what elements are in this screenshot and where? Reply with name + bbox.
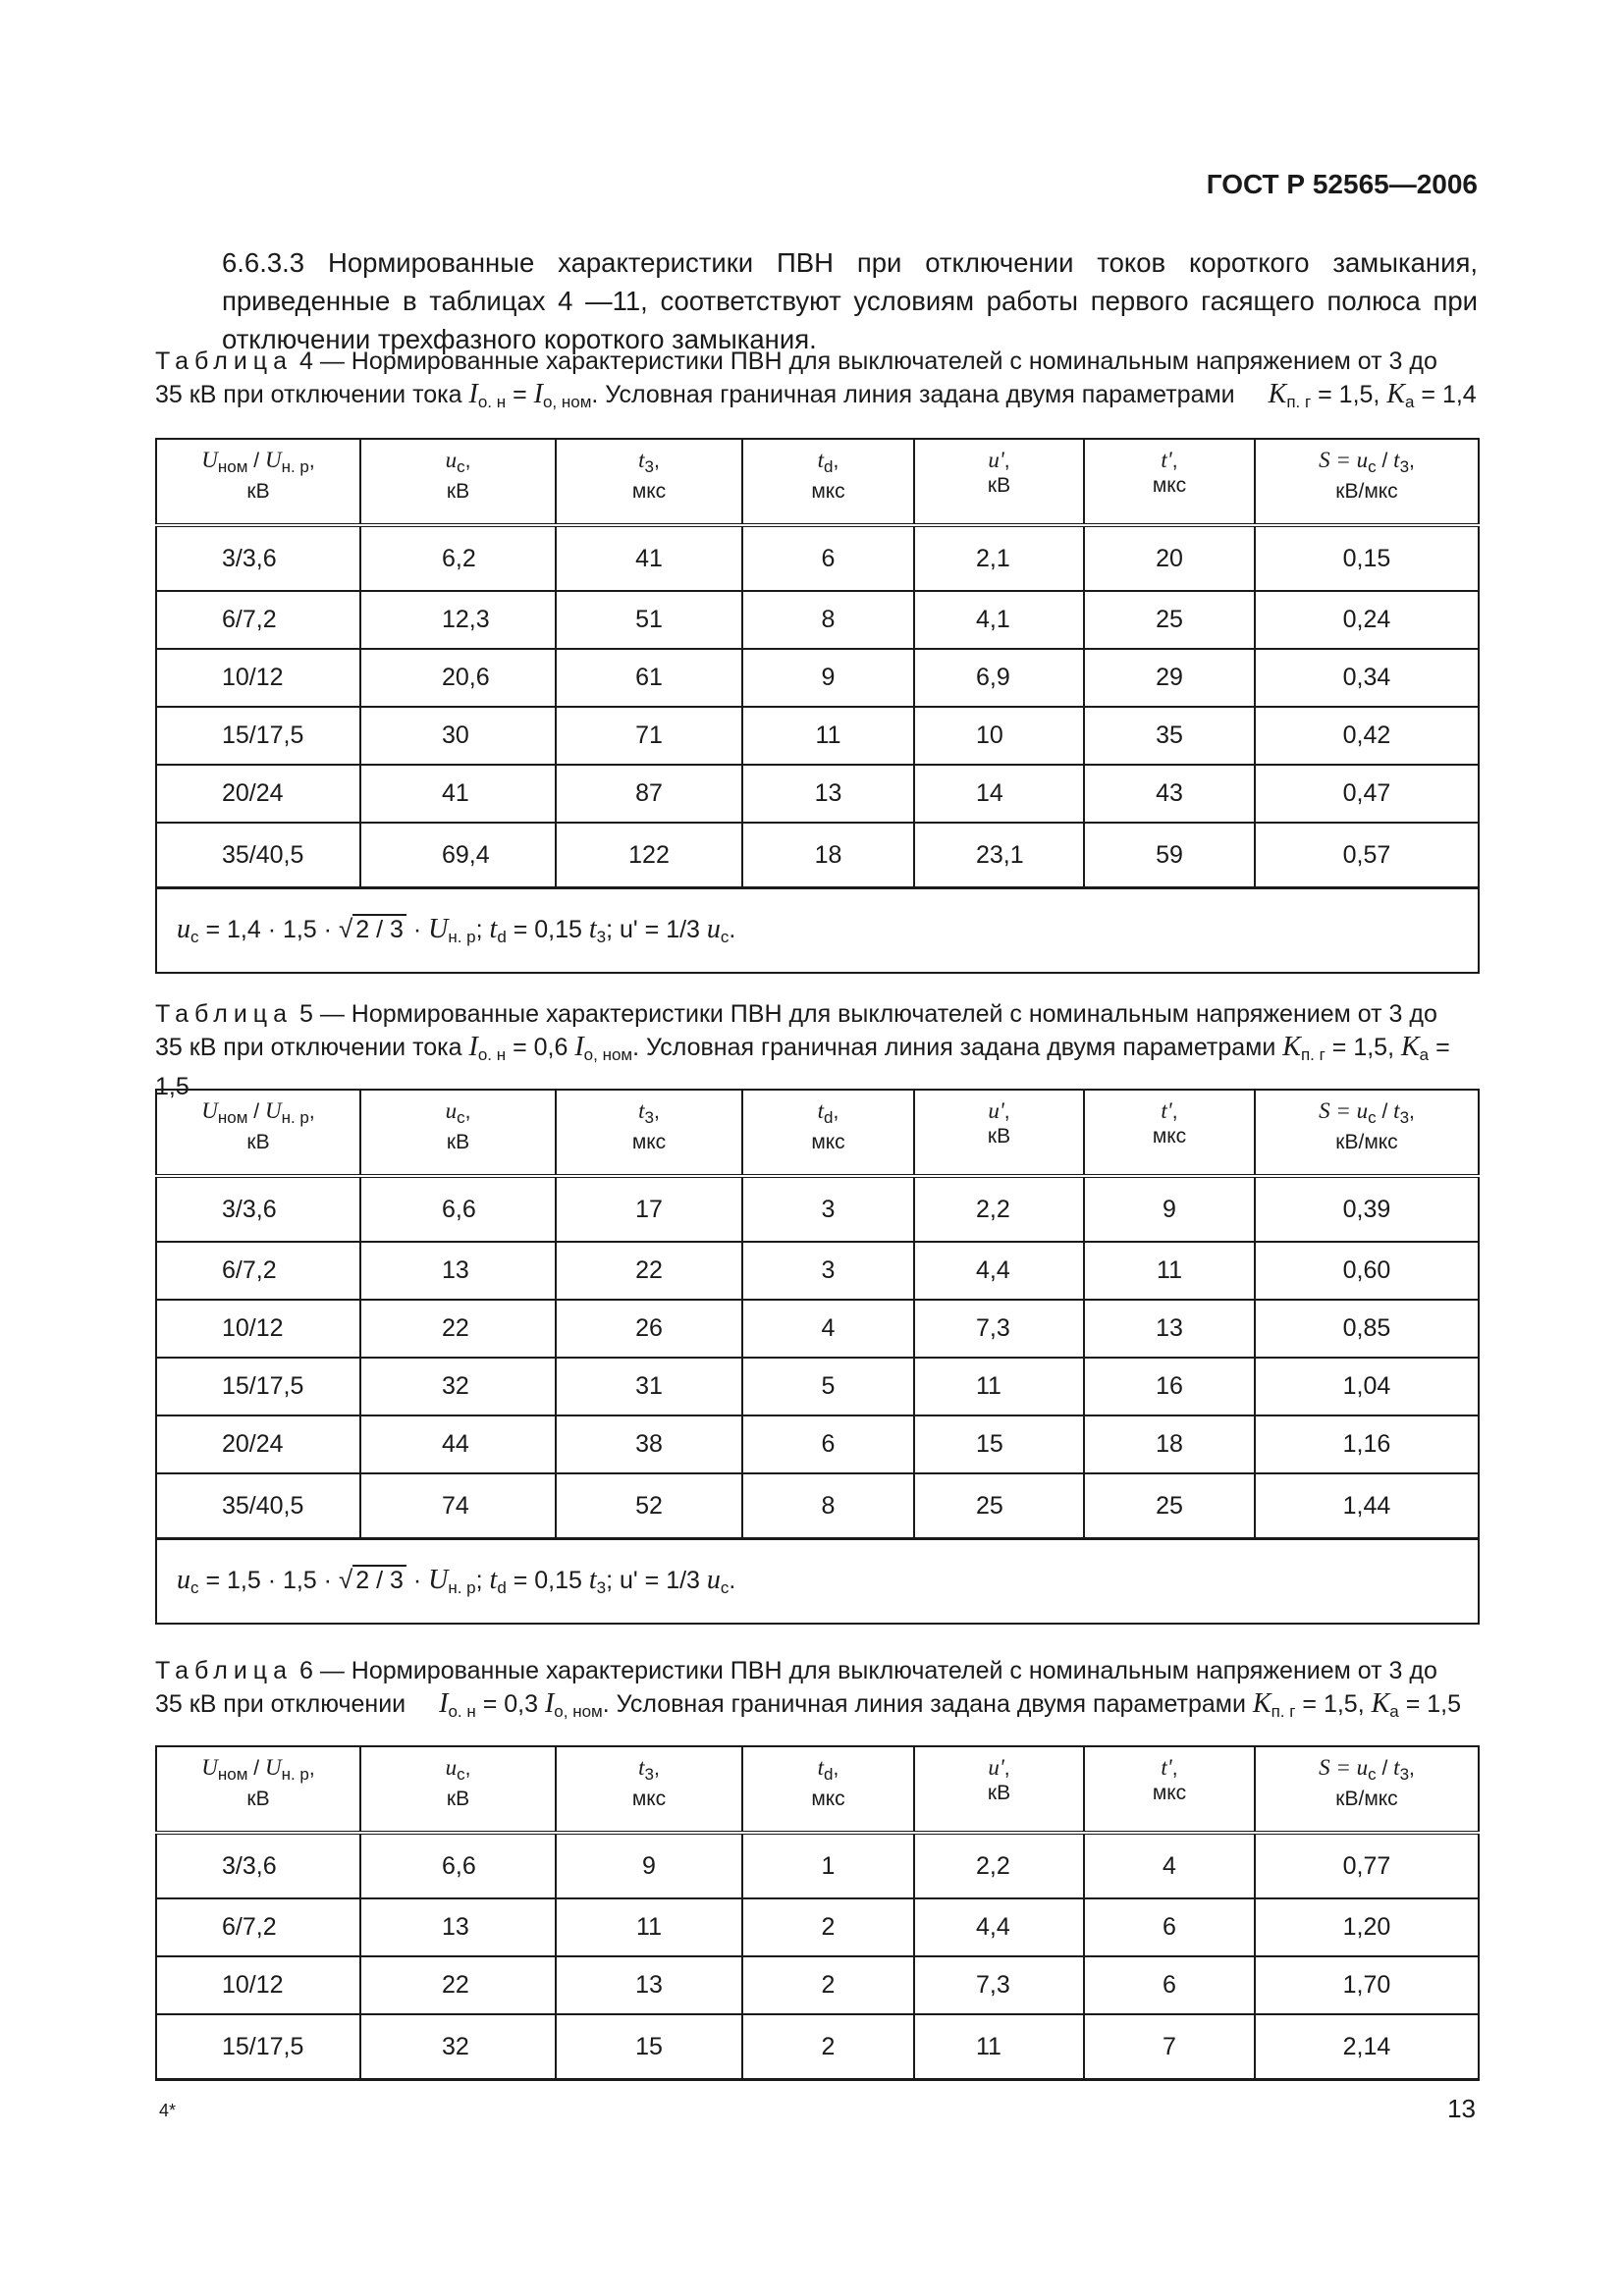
table-cell: 10/12 bbox=[156, 1956, 360, 2014]
col-header-voltage: $U_{ном} / U_{н. р}$, кВ bbox=[156, 1090, 360, 1176]
k2-value: = 1,5 bbox=[155, 1034, 1450, 1100]
table-row bbox=[156, 765, 1479, 823]
table-cell: 4 bbox=[742, 1300, 914, 1358]
note-td: = 0,15 bbox=[506, 916, 589, 943]
k2-symbol: K bbox=[1386, 379, 1405, 409]
table-5-note: $u_c = 1,5 \cdot 1,5$ · √ $2 / 3 \cdot U_{н. р}$; $t_d = 0,15$ $t_3$; u' = 1/3 $u_c$. bbox=[156, 1539, 1479, 1625]
caption-text-2: 35 кВ при отключении тока bbox=[155, 1034, 462, 1061]
table-cell: 1,16 bbox=[1255, 1415, 1479, 1473]
col-header-td: $t_d$, мкс bbox=[742, 439, 914, 525]
table-cell: 13 bbox=[360, 1242, 556, 1300]
k1-symbol: K bbox=[1252, 1688, 1271, 1719]
note-sqrt: 2 / 3 bbox=[352, 1565, 406, 1594]
table-6 bbox=[155, 1745, 1480, 2081]
table-cell: 13 bbox=[742, 765, 914, 823]
table-cell: 52 bbox=[556, 1473, 742, 1539]
table-cell: 22 bbox=[556, 1242, 742, 1300]
table-cell: 59 bbox=[1084, 823, 1255, 888]
table-4-note: $u_c = 1,4 \cdot 1,5$ · √ $2 / 3 \cdot U_{н. р}$; $t_d = 0,15$ $t_3$; u' = 1/3 $u_c$. bbox=[156, 888, 1479, 974]
table-cell: 2,14 bbox=[1255, 2014, 1479, 2080]
footer-sheet-mark: 4* bbox=[159, 2101, 177, 2120]
table-cell: 8 bbox=[742, 1473, 914, 1539]
table-cell: 11 bbox=[1084, 1242, 1255, 1300]
table-row bbox=[156, 2014, 1479, 2080]
clause-text: 6.6.3.3 Нормированные характеристики ПВН при отключении токов короткого замыкания, приведенные в таблицах 4 —11, соответствуют условиям работы первого гасящего полюса при отключении трехфазного короткого замыкания. bbox=[222, 247, 1478, 354]
table-cell: 6,6 bbox=[360, 1833, 556, 1898]
caption-line-1 bbox=[155, 346, 1478, 378]
table-cell: 2,2 bbox=[914, 1833, 1084, 1898]
table-cell: 11 bbox=[914, 1358, 1084, 1415]
table-cell: 1,44 bbox=[1255, 1473, 1479, 1539]
table-cell: 3/3,6 bbox=[156, 525, 360, 591]
table-cell: 8 bbox=[742, 591, 914, 649]
current-rhs-symbol: I bbox=[544, 1688, 555, 1719]
table-cell: 30 bbox=[360, 707, 556, 765]
table-cell: 6 bbox=[742, 1415, 914, 1473]
table-cell: 14 bbox=[914, 765, 1084, 823]
table-cell: 35 bbox=[1084, 707, 1255, 765]
note-mid: · bbox=[406, 916, 429, 943]
table-row bbox=[156, 1415, 1479, 1473]
col-header-rate: $S = u_c / t_3$, кВ/мкс bbox=[1255, 1746, 1479, 1833]
col-header-u-prime: u', кВ bbox=[914, 439, 1084, 525]
table-cell: 12,3 bbox=[360, 591, 556, 649]
table-row bbox=[156, 1242, 1479, 1300]
table-cell: 6,9 bbox=[914, 649, 1084, 707]
table-cell: 0,39 bbox=[1255, 1176, 1479, 1242]
current-rhs-subscript: о, ном bbox=[554, 1702, 603, 1721]
table-cell: 6,2 bbox=[360, 525, 556, 591]
table-cell: 9 bbox=[1084, 1176, 1255, 1242]
note-td: = 0,15 bbox=[506, 1567, 589, 1594]
table-cell: 13 bbox=[556, 1956, 742, 2014]
table-cell: 15/17,5 bbox=[156, 707, 360, 765]
k2-subscript: а bbox=[1405, 393, 1415, 411]
table-body bbox=[156, 1833, 1479, 2080]
note-post: ; bbox=[475, 916, 490, 943]
table-5 bbox=[155, 1089, 1480, 1625]
table-cell: 38 bbox=[556, 1415, 742, 1473]
table-cell: 6 bbox=[1084, 1956, 1255, 2014]
note-tail: ; u' = 1/3 bbox=[606, 916, 707, 943]
table-cell: 1,70 bbox=[1255, 1956, 1479, 2014]
table-cell: 9 bbox=[742, 649, 914, 707]
current-equals: = 0,3 bbox=[475, 1690, 545, 1718]
table-4-caption bbox=[155, 346, 1478, 418]
table-cell: 43 bbox=[1084, 765, 1255, 823]
k2-symbol: K bbox=[1371, 1688, 1390, 1719]
caption-number: 4 bbox=[298, 347, 313, 375]
table-cell: 6/7,2 bbox=[156, 1898, 360, 1956]
table-cell: 11 bbox=[556, 1898, 742, 1956]
table-cell: 51 bbox=[556, 591, 742, 649]
col-header-t3: $t_3$, мкс bbox=[556, 1746, 742, 1833]
current-equals: = 0,6 bbox=[506, 1034, 575, 1061]
caption-number: 6 bbox=[298, 1657, 313, 1684]
table-cell: 35/40,5 bbox=[156, 1473, 360, 1539]
current-rhs-subscript: о, ном bbox=[542, 393, 592, 411]
note-end: . bbox=[729, 1567, 736, 1594]
caption-tail: . Условная граничная линия задана двумя параметрами bbox=[602, 1690, 1246, 1718]
k1-symbol: K bbox=[1282, 1032, 1301, 1062]
caption-word: Таблица bbox=[155, 347, 294, 375]
table-cell: 31 bbox=[556, 1358, 742, 1415]
k1-subscript: п. г bbox=[1271, 1702, 1296, 1721]
note-sqrt: 2 / 3 bbox=[352, 914, 406, 943]
table-row bbox=[156, 1358, 1479, 1415]
table-cell: 3 bbox=[742, 1242, 914, 1300]
table-cell: 11 bbox=[742, 707, 914, 765]
table-cell: 0,77 bbox=[1255, 1833, 1479, 1898]
table-4 bbox=[155, 438, 1480, 974]
table-cell: 74 bbox=[360, 1473, 556, 1539]
caption-text-1: — Нормированные характеристики ПВН для выключателей с номинальным напряжением от 3 до bbox=[319, 1657, 1437, 1684]
table-cell: 0,24 bbox=[1255, 591, 1479, 649]
current-subscript: о. н bbox=[477, 393, 507, 411]
table-cell: 22 bbox=[360, 1956, 556, 2014]
col-header-rate: $S = u_c / t_3$, кВ/мкс bbox=[1255, 439, 1479, 525]
table-cell: 15/17,5 bbox=[156, 1358, 360, 1415]
note-pre: = 1,4 · 1,5 · bbox=[198, 916, 339, 943]
table-cell: 69,4 bbox=[360, 823, 556, 888]
table-cell: 20/24 bbox=[156, 765, 360, 823]
k2-value: = 1,5 bbox=[1398, 1690, 1461, 1718]
table-cell: 6/7,2 bbox=[156, 591, 360, 649]
table-header bbox=[156, 1090, 1479, 1176]
table-cell: 0,34 bbox=[1255, 649, 1479, 707]
note-end: . bbox=[729, 916, 736, 943]
table-5-caption bbox=[155, 998, 1478, 1103]
table-cell: 25 bbox=[1084, 591, 1255, 649]
table-cell: 13 bbox=[1084, 1300, 1255, 1358]
table-cell: 29 bbox=[1084, 649, 1255, 707]
k2-subscript: а bbox=[1419, 1045, 1430, 1064]
table-cell: 20/24 bbox=[156, 1415, 360, 1473]
k1-value: = 1,5, bbox=[1311, 381, 1387, 408]
k1-subscript: п. г bbox=[1300, 1045, 1325, 1064]
k2-subscript: а bbox=[1389, 1702, 1399, 1721]
document-code: ГОСТ Р 52565—2006 bbox=[1206, 169, 1478, 199]
table-cell: 2 bbox=[742, 1956, 914, 2014]
table-cell: 35/40,5 bbox=[156, 823, 360, 888]
caption-line-1 bbox=[155, 998, 1478, 1031]
k2-symbol: K bbox=[1400, 1032, 1420, 1062]
caption-line-2 bbox=[155, 1687, 1478, 1728]
table-row bbox=[156, 649, 1479, 707]
table-cell: 10/12 bbox=[156, 1300, 360, 1358]
table-cell: 32 bbox=[360, 2014, 556, 2080]
note-post: ; bbox=[475, 1567, 490, 1594]
col-header-rate: $S = u_c / t_3$, кВ/мкс bbox=[1255, 1090, 1479, 1176]
table-cell: 4 bbox=[1084, 1833, 1255, 1898]
table-row bbox=[156, 1300, 1479, 1358]
table-cell: 1,20 bbox=[1255, 1898, 1479, 1956]
table-body bbox=[156, 1176, 1479, 1539]
current-subscript: о. н bbox=[477, 1045, 507, 1064]
col-header-td: $t_d$, мкс bbox=[742, 1746, 914, 1833]
table-cell: 15 bbox=[556, 2014, 742, 2080]
k1-value: = 1,5, bbox=[1325, 1034, 1401, 1061]
col-header-voltage: $U_{ном} / U_{н. р}$, кВ bbox=[156, 439, 360, 525]
table-row bbox=[156, 823, 1479, 888]
table-cell: 61 bbox=[556, 649, 742, 707]
table-row bbox=[156, 707, 1479, 765]
col-header-t-prime: t', мкс bbox=[1084, 439, 1255, 525]
caption-text-2: 35 кВ при отключении тока bbox=[155, 381, 462, 408]
table-cell: 41 bbox=[556, 525, 742, 591]
table-row bbox=[156, 1898, 1479, 1956]
sqrt-icon: √ bbox=[338, 1565, 353, 1594]
table-cell: 6 bbox=[1084, 1898, 1255, 1956]
table-cell: 0,60 bbox=[1255, 1242, 1479, 1300]
col-header-uc: $u_c$, кВ bbox=[360, 1746, 556, 1833]
note-tail: ; u' = 1/3 bbox=[606, 1567, 707, 1594]
caption-text-2: 35 кВ при отключении bbox=[155, 1690, 406, 1718]
col-header-voltage: $U_{ном} / U_{н. р}$, кВ bbox=[156, 1746, 360, 1833]
k1-value: = 1,5, bbox=[1295, 1690, 1372, 1718]
table-cell: 22 bbox=[360, 1300, 556, 1358]
table-cell: 4,4 bbox=[914, 1242, 1084, 1300]
table-row bbox=[156, 1833, 1479, 1898]
table-cell: 18 bbox=[1084, 1415, 1255, 1473]
table-cell: 2,1 bbox=[914, 525, 1084, 591]
current-rhs-symbol: I bbox=[574, 1032, 584, 1062]
table-header bbox=[156, 1746, 1479, 1833]
table-cell: 7,3 bbox=[914, 1956, 1084, 2014]
note-pre: = 1,5 · 1,5 · bbox=[198, 1567, 339, 1594]
table-row bbox=[156, 1956, 1479, 2014]
table-body bbox=[156, 525, 1479, 888]
col-header-u-prime: u', кВ bbox=[914, 1746, 1084, 1833]
caption-text-1: — Нормированные характеристики ПВН для выключателей с номинальным напряжением от 3 до bbox=[319, 347, 1437, 375]
table-cell: 20 bbox=[1084, 525, 1255, 591]
col-header-uc: $u_c$, кВ bbox=[360, 1090, 556, 1176]
caption-line-1 bbox=[155, 1655, 1478, 1687]
table-cell: 25 bbox=[914, 1473, 1084, 1539]
table-cell: 16 bbox=[1084, 1358, 1255, 1415]
table-cell: 25 bbox=[1084, 1473, 1255, 1539]
table-cell: 2 bbox=[742, 2014, 914, 2080]
table-cell: 7 bbox=[1084, 2014, 1255, 2080]
table-cell: 6/7,2 bbox=[156, 1242, 360, 1300]
current-equals: = bbox=[506, 381, 534, 408]
col-header-t3: $t_3$, мкс bbox=[556, 439, 742, 525]
table-row bbox=[156, 525, 1479, 591]
table-cell: 15/17,5 bbox=[156, 2014, 360, 2080]
table-cell: 9 bbox=[556, 1833, 742, 1898]
col-header-t3: $t_3$, мкс bbox=[556, 1090, 742, 1176]
table-cell: 41 bbox=[360, 765, 556, 823]
table-cell: 6 bbox=[742, 525, 914, 591]
table-6-caption bbox=[155, 1655, 1478, 1728]
table-cell: 15 bbox=[914, 1415, 1084, 1473]
col-header-t-prime: t', мкс bbox=[1084, 1090, 1255, 1176]
table-cell: 87 bbox=[556, 765, 742, 823]
table-cell: 2 bbox=[742, 1898, 914, 1956]
table-cell: 0,42 bbox=[1255, 707, 1479, 765]
table-cell: 17 bbox=[556, 1176, 742, 1242]
table-header bbox=[156, 439, 1479, 525]
table-cell: 1,04 bbox=[1255, 1358, 1479, 1415]
table-row bbox=[156, 591, 1479, 649]
table-cell: 4,4 bbox=[914, 1898, 1084, 1956]
table-cell: 0,15 bbox=[1255, 525, 1479, 591]
current-symbol: I bbox=[439, 1688, 449, 1719]
k1-subscript: п. г bbox=[1286, 393, 1312, 411]
table-row bbox=[156, 1176, 1479, 1242]
table-cell: 7,3 bbox=[914, 1300, 1084, 1358]
table-cell: 3 bbox=[742, 1176, 914, 1242]
caption-word: Таблица bbox=[155, 1000, 294, 1028]
table-cell: 0,85 bbox=[1255, 1300, 1479, 1358]
col-header-td: $t_d$, мкс bbox=[742, 1090, 914, 1176]
table-cell: 23,1 bbox=[914, 823, 1084, 888]
sqrt-icon: √ bbox=[338, 914, 353, 943]
table-cell: 0,57 bbox=[1255, 823, 1479, 888]
caption-line-2 bbox=[155, 378, 1478, 418]
table-cell: 122 bbox=[556, 823, 742, 888]
table-cell: 26 bbox=[556, 1300, 742, 1358]
table-cell: 32 bbox=[360, 1358, 556, 1415]
table-cell: 2,2 bbox=[914, 1176, 1084, 1242]
current-rhs-subscript: о, ном bbox=[583, 1045, 633, 1064]
table-cell: 10/12 bbox=[156, 649, 360, 707]
col-header-t-prime: t', мкс bbox=[1084, 1746, 1255, 1833]
note-mid: · bbox=[406, 1567, 429, 1594]
clause-paragraph bbox=[155, 243, 1478, 358]
table-cell: 5 bbox=[742, 1358, 914, 1415]
current-symbol: I bbox=[468, 1032, 478, 1062]
k1-symbol: K bbox=[1268, 379, 1287, 409]
current-rhs-symbol: I bbox=[533, 379, 543, 409]
table-cell: 13 bbox=[360, 1898, 556, 1956]
table-row bbox=[156, 1473, 1479, 1539]
caption-word: Таблица bbox=[155, 1657, 294, 1684]
caption-tail: . Условная граничная линия задана двумя параметрами bbox=[591, 381, 1235, 408]
current-symbol: I bbox=[468, 379, 478, 409]
table-cell: 18 bbox=[742, 823, 914, 888]
table-cell: 1 bbox=[742, 1833, 914, 1898]
table-cell: 3/3,6 bbox=[156, 1176, 360, 1242]
table-cell: 11 bbox=[914, 2014, 1084, 2080]
table-cell: 10 bbox=[914, 707, 1084, 765]
table-cell: 71 bbox=[556, 707, 742, 765]
table-cell: 6,6 bbox=[360, 1176, 556, 1242]
table-cell: 20,6 bbox=[360, 649, 556, 707]
col-header-u-prime: u', кВ bbox=[914, 1090, 1084, 1176]
table-cell: 4,1 bbox=[914, 591, 1084, 649]
col-header-uc: $u_c$, кВ bbox=[360, 439, 556, 525]
caption-tail: . Условная граничная линия задана двумя параметрами bbox=[632, 1034, 1276, 1061]
k2-value: = 1,4 bbox=[1414, 381, 1477, 408]
table-cell: 44 bbox=[360, 1415, 556, 1473]
caption-number: 5 bbox=[298, 1000, 313, 1028]
page-number: 13 bbox=[1447, 2094, 1476, 2123]
caption-text-1: — Нормированные характеристики ПВН для выключателей с номинальным напряжением от 3 до bbox=[319, 1000, 1437, 1028]
table-cell: 3/3,6 bbox=[156, 1833, 360, 1898]
current-subscript: о. н bbox=[448, 1702, 476, 1721]
table-cell: 0,47 bbox=[1255, 765, 1479, 823]
